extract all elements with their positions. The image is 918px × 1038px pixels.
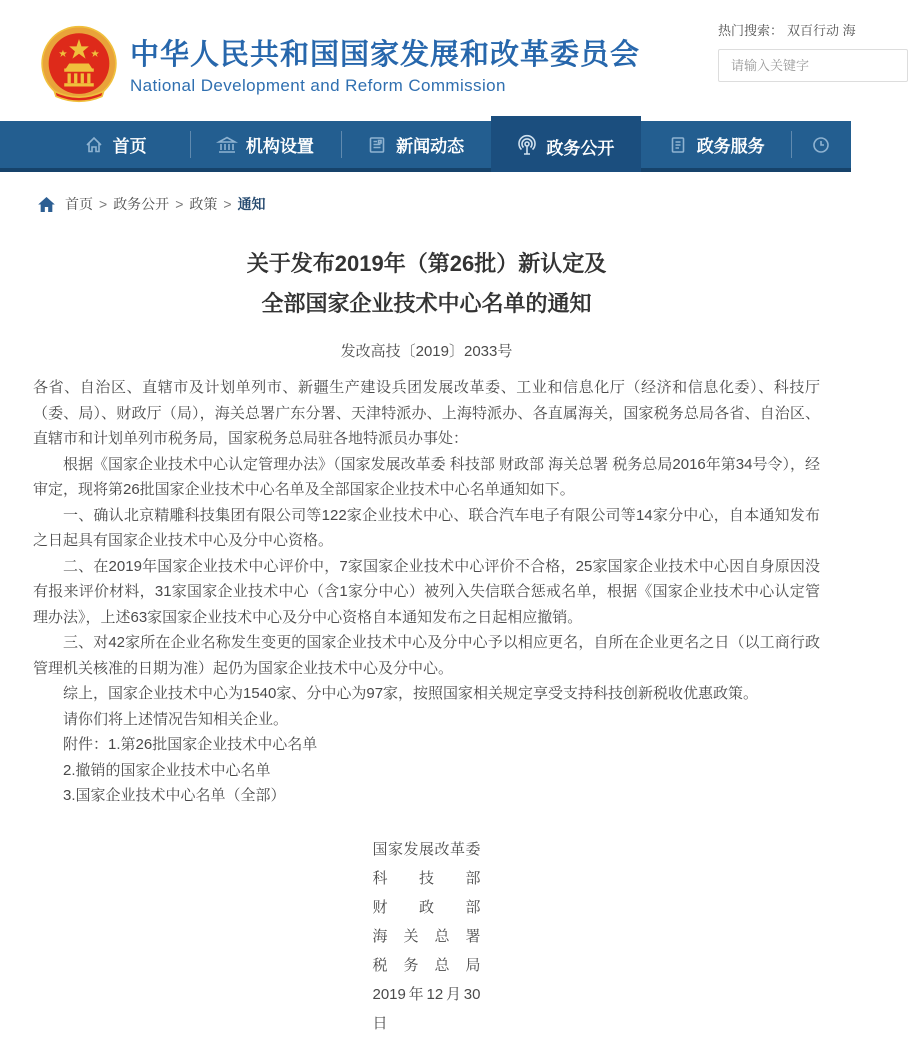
breadcrumb <box>0 172 851 214</box>
attachment-line-1 <box>33 732 820 758</box>
site-logo-title <box>38 20 640 112</box>
paragraph-summary: 综上，国家企业技术中心为1540家、分中心为97家，按照国家相关规定享受支持科技创新税收优惠政策。 <box>63 685 759 702</box>
nav-item-organization[interactable] <box>190 121 340 168</box>
article-title <box>33 244 820 324</box>
breadcrumb-separator: > <box>223 196 232 212</box>
signature-agency: 科技部 <box>372 869 481 887</box>
nav-item-home[interactable] <box>40 121 190 168</box>
nav-item-label: 政务公开 <box>546 139 615 158</box>
site-title-en: National Development and Reform Commission <box>130 75 506 95</box>
newspaper-icon <box>367 135 387 155</box>
nav-item-gov-services[interactable] <box>641 121 791 168</box>
main-nav <box>0 121 851 172</box>
breadcrumb-item-notice: 通知 <box>237 196 266 212</box>
paragraph-item-2: 二、在2019年国家企业技术中心评价中，7家国家企业技术中心评价不合格，25家国家企业技术中心因自身原因没有报来评价材料，31家国家企业技术中心（含1家分中心）被列入失信联合惩戒名单，根据《国家企业技术中心认定管理办法》，上述63家国家企业技术中心及分中心资格自本通知发布之日起相应撤销。 <box>33 557 820 626</box>
signature-agency: 海关总署 <box>372 927 481 945</box>
document-icon <box>668 135 688 155</box>
nav-item-label: 首页 <box>112 137 147 156</box>
clock-icon <box>811 135 831 155</box>
national-emblem-logo <box>38 20 120 112</box>
notice-article <box>0 244 851 1038</box>
search-input[interactable] <box>718 49 908 82</box>
nav-item-label: 政务服务 <box>696 137 765 156</box>
signature-block <box>373 835 481 1038</box>
search-area <box>718 20 918 82</box>
attachment-line-3: 3.国家企业技术中心名单（全部） <box>63 787 286 804</box>
attachments-label: 附件： <box>63 736 109 753</box>
nav-item-label: 新闻动态 <box>396 137 465 156</box>
document-number: 发改高技〔2019〕2033号 <box>340 343 513 360</box>
hot-search-terms[interactable]: 双百行动 海 <box>787 23 856 38</box>
breadcrumb-separator: > <box>99 196 108 212</box>
paragraph-item-1: 一、确认北京精雕科技集团有限公司等122家企业技术中心、联合汽车电子有限公司等14家分中心，自本通知发布之日起具有国家企业技术中心及分中心资格。 <box>33 506 820 549</box>
microphone-icon <box>517 137 537 157</box>
hot-search-label: 热门搜索： <box>718 23 784 38</box>
breadcrumb-separator: > <box>175 196 184 212</box>
bank-icon <box>217 135 237 155</box>
article-title-line2: 全部国家企业技术中心名单的通知 <box>261 291 592 316</box>
hot-search <box>718 20 856 39</box>
breadcrumb-home-icon[interactable] <box>38 197 55 212</box>
paragraph-item-3: 三、对42家所在企业名称发生变更的国家企业技术中心及分中心予以相应更名，自所在企业更名之日（以工商行政管理机关核准的日期为准）起仍为国家企业技术中心及分中心。 <box>33 634 820 677</box>
paragraph-basis: 根据《国家企业技术中心认定管理办法》（国家发展改革委 科技部 财政部 海关总署 税务总局2016年第34号令），经审定，现将第26批国家企业技术中心名单及全部国家企业技术中心名单通知如下。 <box>33 455 820 498</box>
paragraph-recipients: 各省、自治区、直辖市及计划单列市、新疆生产建设兵团发展改革委、工业和信息化厅（经济和信息化委）、科技厅（委、局）、财政厅（局），海关总署广东分署、天津特派办、上海特派办、各直属海关，国家税务总局各省、自治区、直辖市和计划单列市税务局，国家税务总局驻各地特派员办事处： <box>33 379 820 447</box>
article-title-line1: 关于发布2019年（第26批）新认定及 <box>246 251 607 276</box>
home-icon <box>84 135 104 155</box>
breadcrumb-item-policy[interactable]: 政策 <box>189 196 218 212</box>
breadcrumb-item-gov-disclosure[interactable]: 政务公开 <box>113 196 170 212</box>
signature-date: 2019年12月30日 <box>372 985 481 1032</box>
nav-item-news[interactable] <box>341 121 491 168</box>
site-header <box>0 0 856 121</box>
nav-item-gov-disclosure[interactable] <box>491 116 641 172</box>
breadcrumb-item-home[interactable]: 首页 <box>65 196 93 212</box>
nav-item-label: 机构设置 <box>245 137 314 156</box>
signature-agency: 国家发展改革委 <box>372 840 481 858</box>
signature-agency: 税务总局 <box>372 956 481 974</box>
article-body <box>33 375 820 809</box>
signature-agency: 财政部 <box>372 898 481 916</box>
attachment-line-2: 2.撤销的国家企业技术中心名单 <box>63 761 271 779</box>
nav-item-interaction-partial[interactable] <box>791 121 851 168</box>
paragraph-closing: 请你们将上述情况告知相关企业。 <box>63 710 289 728</box>
site-title-cn: 中华人民共和国国家发展和改革委员会 <box>130 38 641 71</box>
attachment-item: 1.第26批国家企业技术中心名单 <box>108 736 318 753</box>
